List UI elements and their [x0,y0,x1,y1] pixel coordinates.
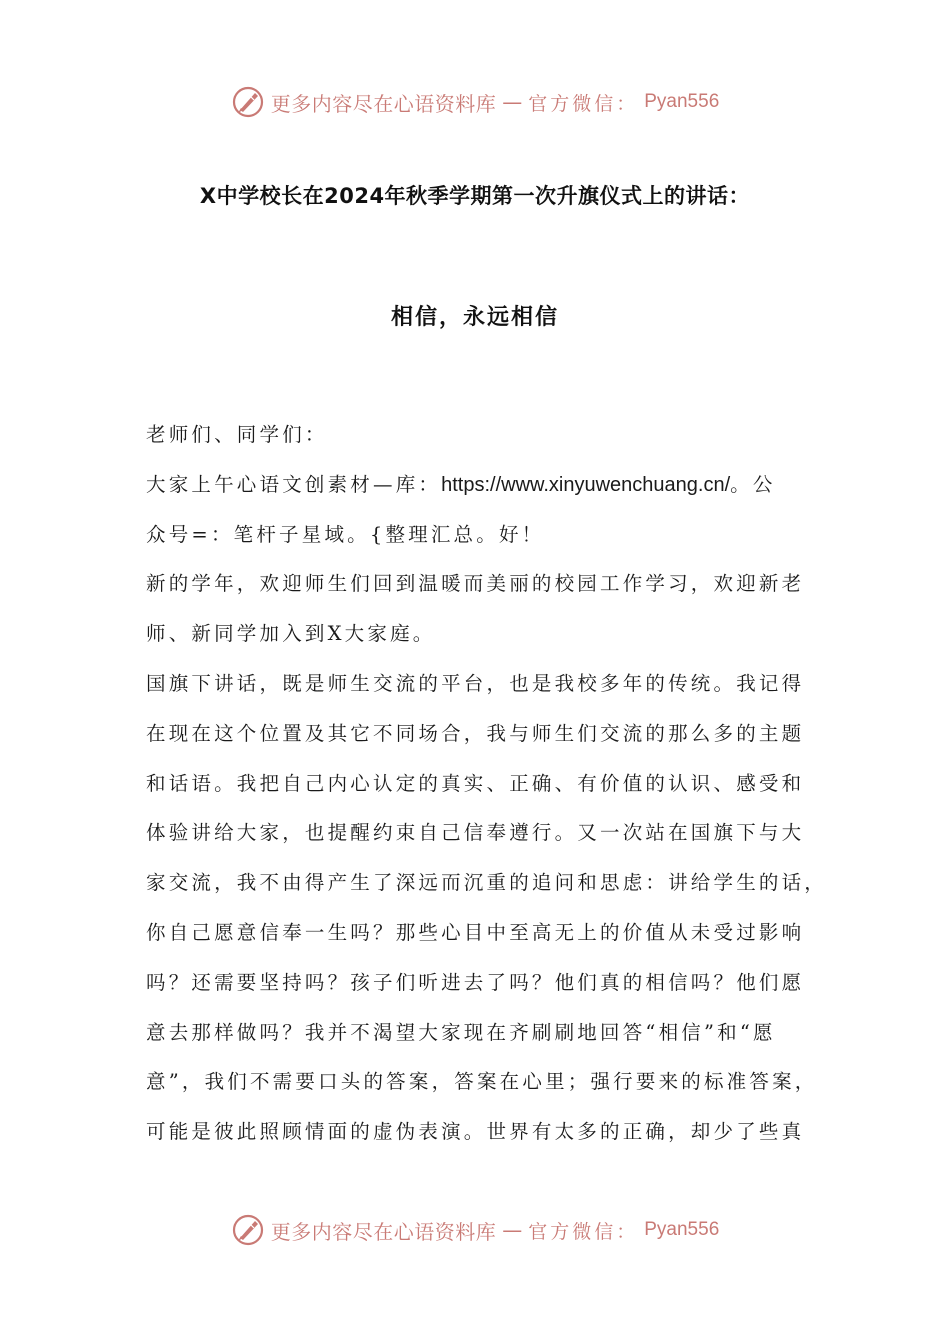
body-text: 大家上午心语文创素材—库： [146,472,442,496]
banner-wechat-label: 官方微信： [528,92,639,115]
document-title: X中学校长在2024年秋季学期第一次升旗仪式上的讲话： [199,184,751,208]
body-text: 。公 [730,472,776,496]
body-line: 师、新同学加入到X大家庭。 [146,622,436,646]
banner-separator: — [502,1218,523,1242]
body-line: 意”，我们不需要口头的答案，答案在心里；强行要来的标准答案， [146,1070,818,1094]
banner-separator: — [502,90,523,114]
body-line: 新的学年，欢迎师生们回到温暖而美丽的校园工作学习，欢迎新老 [146,572,805,596]
quill-pen-icon [231,1213,265,1247]
body-line: 体验讲给大家，也提醒约束自己信奉遵行。又一次站在国旗下与大 [146,821,805,845]
body-line: 老师们、同学们： [146,423,328,446]
body-line: 意去那样做吗？我并不渴望大家现在齐刷刷地回答“相信”和“愿 [146,1020,776,1044]
document-subtitle: 相信，永远相信 [390,305,559,330]
document-body [146,420,828,1167]
header-banner [0,82,950,122]
website-link[interactable]: https://www.xinyuwenchuang.cn/ [441,473,731,496]
banner-main-text: 更多内容尽在心语资料库 [270,91,497,116]
body-line: 在现在这个位置及其它不同场合，我与师生们交流的那么多的主题 [146,721,805,745]
body-line: 和话语。我把自己内心认定的真实、正确、有价值的认识、感受和 [146,771,805,795]
body-line: 你自己愿意信奉一生吗？那些心目中至高无上的价值从未受过影响 [146,920,805,944]
body-line [146,470,808,520]
banner-wechat-id: Pyan556 [644,91,720,112]
banner-wechat-label: 官方微信： [528,1220,639,1243]
body-line: 可能是彼此照顾情面的虚伪表演。世界有太多的正确，却少了些真 [146,1120,805,1144]
body-line: 众号=：笔杆子星域。{整理汇总。好！ [146,522,545,546]
body-line: 家交流，我不由得产生了深远而沉重的追问和思虑：讲给学生的话， [146,871,828,895]
quill-pen-icon [231,85,265,119]
banner-main-text: 更多内容尽在心语资料库 [270,1219,497,1244]
body-line: 吗？还需要坚持吗？孩子们听进去了吗？他们真的相信吗？他们愿 [146,970,805,994]
banner-wechat-id: Pyan556 [644,1219,720,1240]
footer-banner [0,1210,950,1250]
body-line: 国旗下讲话，既是师生交流的平台，也是我校多年的传统。我记得 [146,671,805,695]
